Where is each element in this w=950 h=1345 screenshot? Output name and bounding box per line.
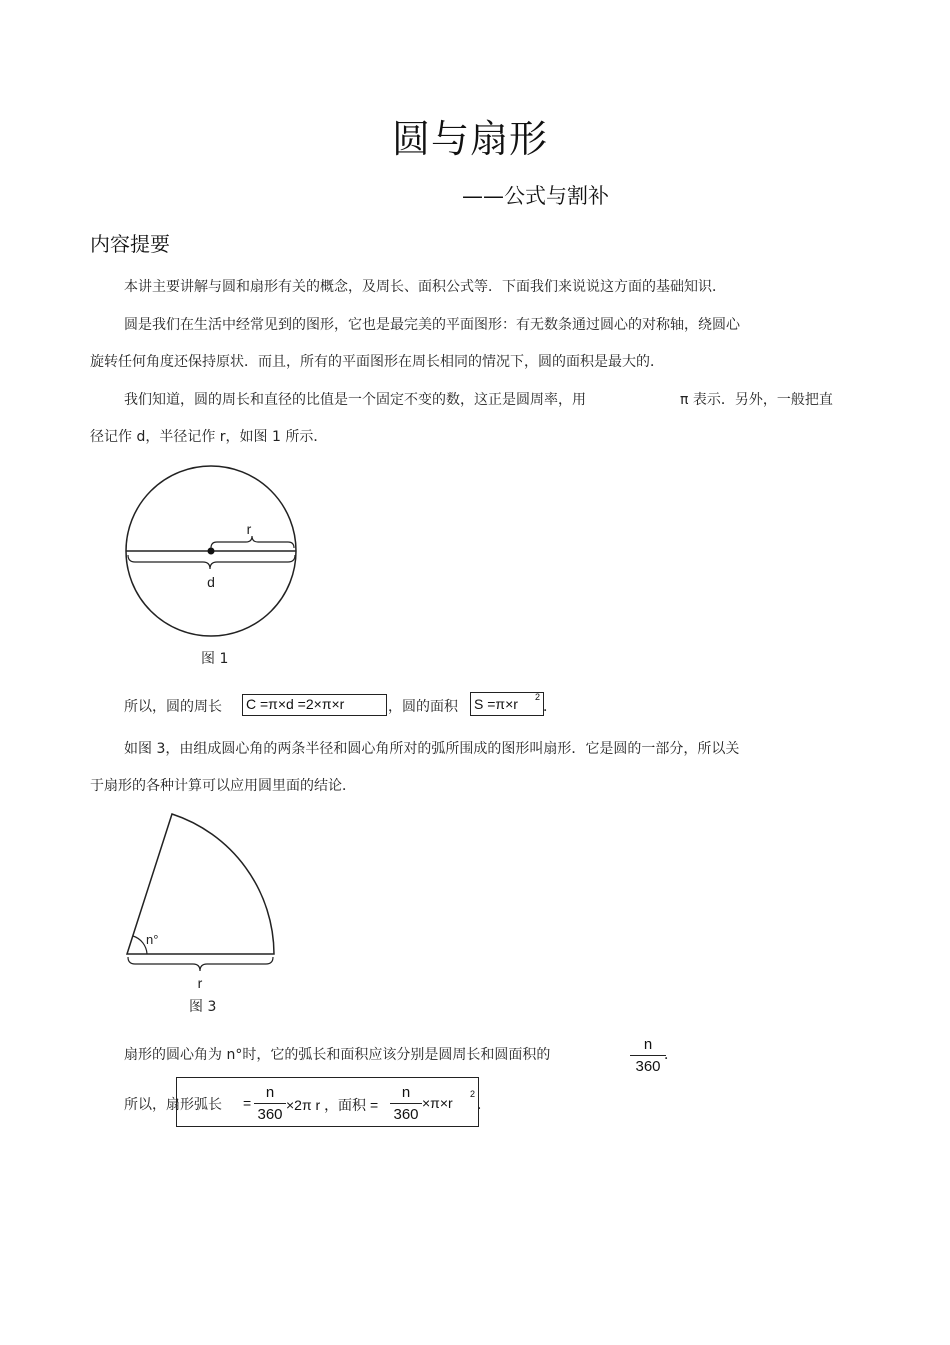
sector-area-tail: ×π×r [422,1095,453,1111]
area-intro: ，圆的面积 [388,699,458,715]
arc-fraction-bar [254,1103,286,1104]
label-r-sector: r [197,975,203,991]
sector-area-exponent: 2 [470,1089,476,1099]
sector-formula-intro: 所以，扇形弧长 [124,1097,222,1113]
section-heading: 内容提要 [90,232,170,256]
area-period: ． [543,699,557,715]
area-formula: S =π×r [474,696,518,712]
area-box [470,692,544,716]
paragraph-pi-line2: 径记作 d，半径记作 r，如图 1 所示． [90,429,328,445]
ratio-period: ． [664,1047,678,1063]
paragraph-sector-line1: 如图 3，由组成圆心角的两条半径和圆心角所对的弧所围成的图形叫扇形．它是圆的一部分，所以关 [124,741,740,757]
page-title: 圆与扇形 [391,117,548,161]
label-d: d [207,574,215,590]
area-exponent: 2 [535,692,541,702]
figure1-caption: 图 1 [201,651,229,667]
diameter-brace [128,555,295,569]
figure-circle [118,462,308,644]
radius-brace [211,536,294,548]
ratio-fraction [630,1036,666,1075]
sector-area-fraction-numerator: n [401,1084,411,1101]
circumference-formula: C =π×d =2×π×r [246,696,345,712]
paragraph-intro: 本讲主要讲解与圆和扇形有关的概念，及周长、面积公式等．下面我们来说说这方面的基础知识． [124,279,726,295]
paragraph-circle-line2: 旋转任何角度还保持原状．而且，所有的平面图形在周长相同的情况下，圆的面积是最大的． [90,354,664,370]
angle-arc [133,936,147,954]
circumference-box [242,694,387,716]
fraction-numerator: n [643,1036,653,1053]
page-subtitle: ——公式与割补 [462,184,609,208]
figure-sector [118,808,288,993]
sector-area-fraction-denominator: 360 [393,1106,419,1123]
sector-area-fraction-bar [390,1103,422,1104]
paragraph-circle-line1: 圆是我们在生活中经常见到的图形，它也是最完美的平面图形：有无数条通过圆心的对称轴，绕圆心 [124,317,740,333]
figure3-caption: 图 3 [189,999,217,1015]
arc-equals: = [243,1095,252,1111]
label-angle: n° [146,932,159,947]
radius-brace-sector [128,957,273,971]
arc-fraction [254,1084,286,1123]
center-point [208,548,215,555]
paragraph-sector-line2: 于扇形的各种计算可以应用圆里面的结论． [90,778,356,794]
arc-tail: ×2π r ，面积 = [286,1097,379,1113]
sector-area-fraction [390,1084,422,1123]
paragraph-ratio: 扇形的圆心角为 n°时，它的弧长和面积应该分别是圆周长和圆面积的 [124,1047,551,1063]
paragraph-pi-line1b: π 表示．另外，一般把直 [680,392,833,408]
fraction-bar [630,1055,666,1056]
paragraph-pi-line1a: 我们知道，圆的周长和直径的比值是一个固定不变的数，这正是圆周率，用 [124,392,586,408]
fraction-denominator: 360 [635,1058,661,1075]
label-r: r [246,521,252,537]
arc-fraction-denominator: 360 [257,1106,283,1123]
arc-fraction-numerator: n [265,1084,275,1101]
sector-period: ． [477,1097,491,1113]
formula-intro: 所以，圆的周长 [124,699,222,715]
